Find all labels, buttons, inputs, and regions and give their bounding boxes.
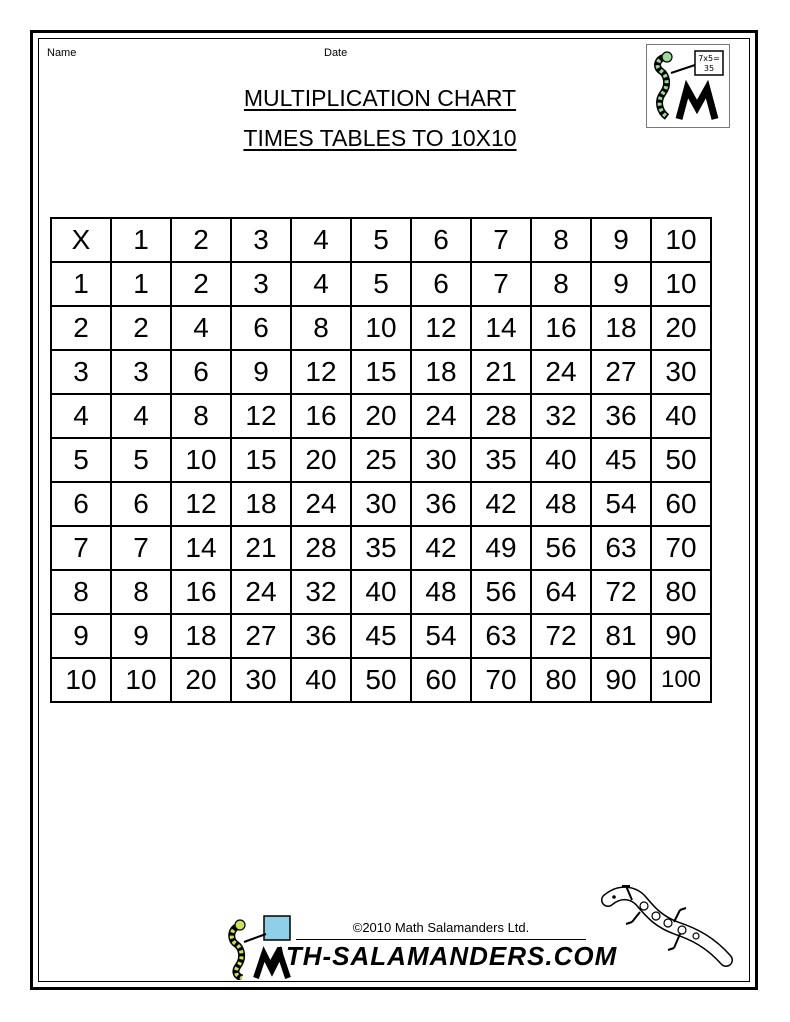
table-cell: 40: [291, 658, 351, 702]
table-cell: 28: [471, 394, 531, 438]
table-cell: 9: [111, 614, 171, 658]
table-cell: 10: [171, 438, 231, 482]
table-header-cell: 4: [51, 394, 111, 438]
table-header-cell: 10: [51, 658, 111, 702]
table-header-cell: 8: [531, 218, 591, 262]
table-cell: 40: [351, 570, 411, 614]
table-cell: 24: [411, 394, 471, 438]
table-cell: 24: [291, 482, 351, 526]
table-header-cell: 9: [51, 614, 111, 658]
table-header-cell: 6: [51, 482, 111, 526]
table-cell: 40: [651, 394, 711, 438]
table-cell: 12: [231, 394, 291, 438]
table-row: [51, 526, 711, 570]
table-row: [51, 570, 711, 614]
table-row: [51, 306, 711, 350]
table-cell: 60: [651, 482, 711, 526]
table-cell: 6: [411, 262, 471, 306]
table-cell: 100: [651, 658, 711, 702]
table-cell: 70: [651, 526, 711, 570]
logo-equation-line2: 35: [703, 64, 715, 73]
table-cell: 30: [411, 438, 471, 482]
table-row: [51, 262, 711, 306]
table-header-cell: 3: [231, 218, 291, 262]
table-cell: 16: [291, 394, 351, 438]
table-cell: 36: [411, 482, 471, 526]
table-cell: 32: [531, 394, 591, 438]
table-cell: 27: [231, 614, 291, 658]
table-cell: 18: [591, 306, 651, 350]
table-header-cell: 7: [471, 218, 531, 262]
table-cell: 10: [651, 262, 711, 306]
table-cell: 35: [351, 526, 411, 570]
table-cell: 80: [651, 570, 711, 614]
table-cell: 4: [291, 262, 351, 306]
table-cell: 12: [411, 306, 471, 350]
copyright-text: ©2010 Math Salamanders Ltd.: [352, 920, 530, 935]
table-header-row: [51, 218, 711, 262]
footer-rule: [296, 939, 586, 940]
table-cell: 18: [411, 350, 471, 394]
brand-wordmark: ATH-SALAMANDERS.COM: [268, 941, 618, 971]
table-cell: 70: [471, 658, 531, 702]
table-cell: 56: [531, 526, 591, 570]
table-cell: 3: [111, 350, 171, 394]
table-cell: 9: [231, 350, 291, 394]
table-cell: 63: [471, 614, 531, 658]
table-cell: 54: [411, 614, 471, 658]
table-cell: 30: [651, 350, 711, 394]
table-cell: 42: [471, 482, 531, 526]
table-header-cell: 4: [291, 218, 351, 262]
table-cell: 24: [231, 570, 291, 614]
table-header-cell: 8: [51, 570, 111, 614]
table-cell: 35: [471, 438, 531, 482]
table-cell: 30: [231, 658, 291, 702]
table-cell: 36: [291, 614, 351, 658]
table-cell: 60: [411, 658, 471, 702]
table-row: [51, 658, 711, 702]
table-cell: 2: [111, 306, 171, 350]
table-cell: 6: [171, 350, 231, 394]
table-cell: 14: [171, 526, 231, 570]
table-cell: 4: [171, 306, 231, 350]
table-row: [51, 438, 711, 482]
table-cell: 5: [111, 438, 171, 482]
table-cell: 9: [591, 262, 651, 306]
table-cell: 2: [171, 262, 231, 306]
table-row: [51, 394, 711, 438]
table-cell: 72: [591, 570, 651, 614]
table-cell: 14: [471, 306, 531, 350]
table-header-cell: 6: [411, 218, 471, 262]
table-cell: 8: [111, 570, 171, 614]
table-cell: 6: [231, 306, 291, 350]
table-row: [51, 614, 711, 658]
table-cell: 16: [531, 306, 591, 350]
table-cell: 20: [291, 438, 351, 482]
table-header-cell: X: [51, 218, 111, 262]
table-cell: 8: [531, 262, 591, 306]
table-cell: 15: [351, 350, 411, 394]
name-label: Name: [47, 47, 77, 59]
table-cell: 21: [471, 350, 531, 394]
table-cell: 7: [471, 262, 531, 306]
table-cell: 15: [231, 438, 291, 482]
table-cell: 6: [111, 482, 171, 526]
table-cell: 10: [111, 658, 171, 702]
table-cell: 3: [231, 262, 291, 306]
table-header-cell: 5: [351, 218, 411, 262]
table-header-cell: 10: [651, 218, 711, 262]
table-cell: 28: [291, 526, 351, 570]
table-cell: 50: [351, 658, 411, 702]
table-cell: 7: [111, 526, 171, 570]
table-cell: 20: [171, 658, 231, 702]
table-cell: 81: [591, 614, 651, 658]
page-subtitle: TIMES TABLES TO 10X10: [243, 125, 517, 151]
table-header-cell: 7: [51, 526, 111, 570]
table-header-cell: 9: [591, 218, 651, 262]
table-cell: 40: [531, 438, 591, 482]
table-cell: 42: [411, 526, 471, 570]
table-cell: 8: [291, 306, 351, 350]
table-cell: 20: [651, 306, 711, 350]
salamander-logo-icon: [647, 45, 729, 127]
table-row: [51, 482, 711, 526]
table-cell: 45: [351, 614, 411, 658]
table-cell: 5: [351, 262, 411, 306]
table-cell: 50: [651, 438, 711, 482]
logo-equation-line1: 7x5=: [698, 54, 720, 63]
table-cell: 49: [471, 526, 531, 570]
table-cell: 16: [171, 570, 231, 614]
table-cell: 18: [171, 614, 231, 658]
table-cell: 1: [111, 262, 171, 306]
table-cell: 25: [351, 438, 411, 482]
table-header-cell: 3: [51, 350, 111, 394]
table-cell: 4: [111, 394, 171, 438]
table-cell: 56: [471, 570, 531, 614]
table-cell: 64: [531, 570, 591, 614]
table-cell: 48: [531, 482, 591, 526]
table-cell: 36: [591, 394, 651, 438]
table-cell: 21: [231, 526, 291, 570]
table-cell: 10: [351, 306, 411, 350]
table-cell: 80: [531, 658, 591, 702]
table-cell: 8: [171, 394, 231, 438]
table-cell: 30: [351, 482, 411, 526]
table-cell: 72: [531, 614, 591, 658]
table-header-cell: 1: [111, 218, 171, 262]
table-header-cell: 1: [51, 262, 111, 306]
table-cell: 54: [591, 482, 651, 526]
salamander-drawing-icon: [600, 882, 740, 972]
table-cell: 90: [651, 614, 711, 658]
table-cell: 63: [591, 526, 651, 570]
table-cell: 45: [591, 438, 651, 482]
table-cell: 12: [171, 482, 231, 526]
date-label: Date: [324, 47, 348, 59]
page-title: MULTIPLICATION CHART: [243, 85, 517, 111]
table-cell: 12: [291, 350, 351, 394]
table-cell: 20: [351, 394, 411, 438]
table-cell: 32: [291, 570, 351, 614]
multiplication-table: [50, 217, 712, 703]
table-cell: 48: [411, 570, 471, 614]
table-cell: 24: [531, 350, 591, 394]
logo-box: [646, 44, 730, 128]
table-header-cell: 2: [51, 306, 111, 350]
table-row: [51, 350, 711, 394]
table-cell: 18: [231, 482, 291, 526]
table-cell: 90: [591, 658, 651, 702]
table-header-cell: 2: [171, 218, 231, 262]
table-cell: 27: [591, 350, 651, 394]
table-header-cell: 5: [51, 438, 111, 482]
